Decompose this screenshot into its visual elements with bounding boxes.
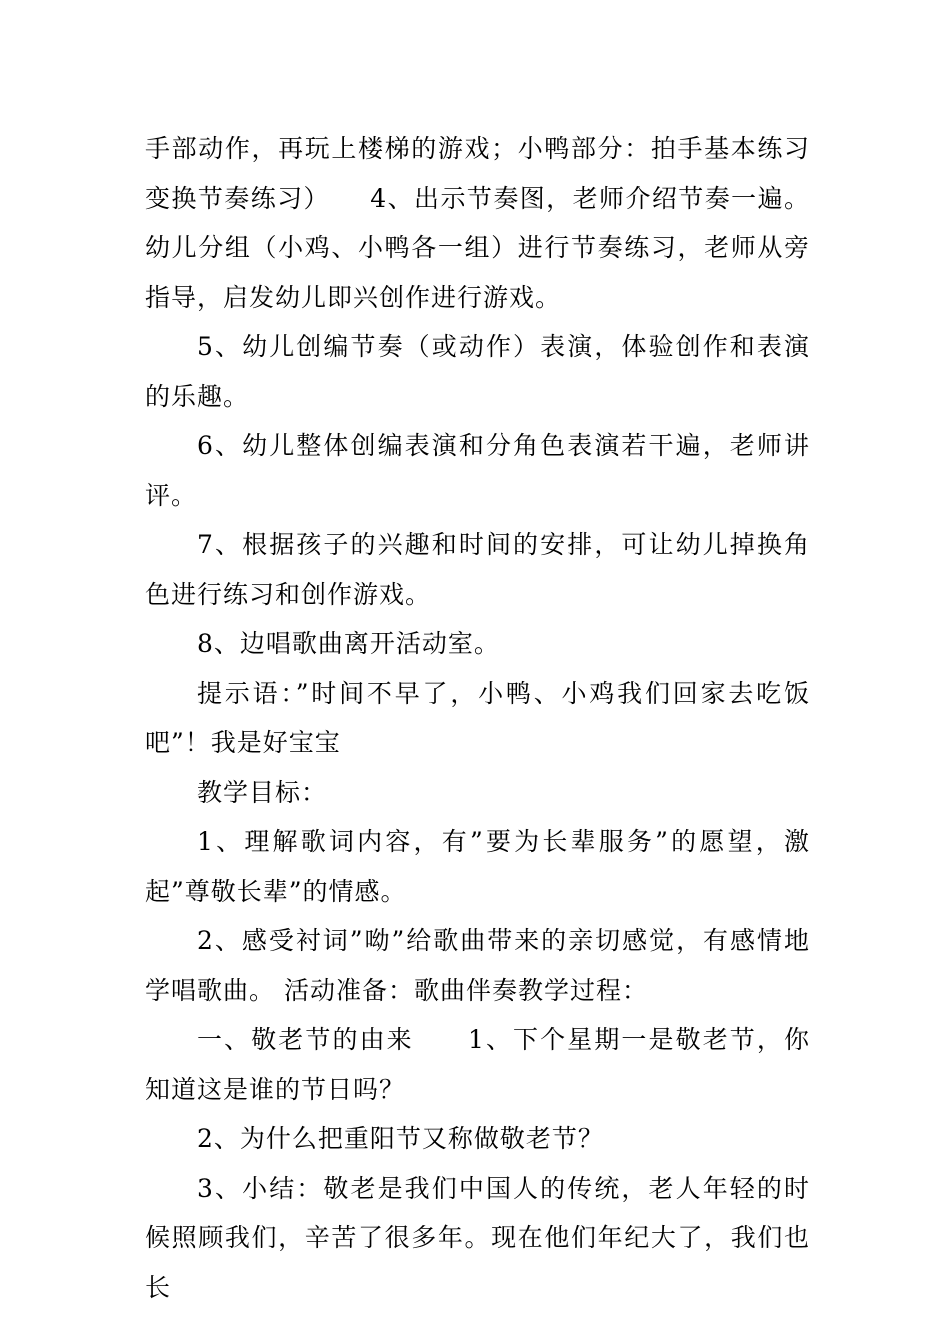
paragraph-9: 2、感受衬词”呦”给歌曲带来的亲切感觉，有感情地学唱歌曲。 活动准备：歌曲伴奏教学过程： [145,926,810,1005]
paragraph-4: 7、根据孩子的兴趣和时间的安排，可让幼儿掉换角色进行练习和创作游戏。 [145,530,810,609]
paragraph-1: 手部动作，再玩上楼梯的游戏；小鸭部分：拍手基本练习变换节奏练习） 4、出示节奏图，老师介绍节奏一遍。幼儿分组（小鸡、小鸭各一组）进行节奏练习，老师从旁指导，启发幼儿即兴创作进行游戏。 [145,134,810,312]
paragraph-6: 提示语：”时间不早了，小鸭、小鸡我们回家去吃饭吧”！我是好宝宝 [145,678,810,757]
paragraph-11: 2、为什么把重阳节又称做敬老节？ [197,1124,604,1153]
paragraph-5: 8、边唱歌曲离开活动室。 [197,629,500,658]
paragraph-2: 5、幼儿创编节奏（或动作）表演，体验创作和表演的乐趣。 [145,332,810,411]
paragraph-8: 1、理解歌词内容，有”要为长辈服务”的愿望，激起”尊敬长辈”的情感。 [145,827,810,906]
paragraph-12: 3、小结：敬老是我们中国人的传统，老人年轻的时候照顾我们，辛苦了很多年。现在他们年纪大了，我们也长 [145,1173,810,1302]
paragraph-3: 6、幼儿整体创编表演和分角色表演若干遍，老师讲评。 [145,431,810,510]
paragraph-7: 教学目标： [197,777,328,807]
paragraph-10: 一、敬老节的由来 1、下个星期一是敬老节，你知道这是谁的节日吗？ [145,1025,810,1104]
document-body [145,124,810,1312]
